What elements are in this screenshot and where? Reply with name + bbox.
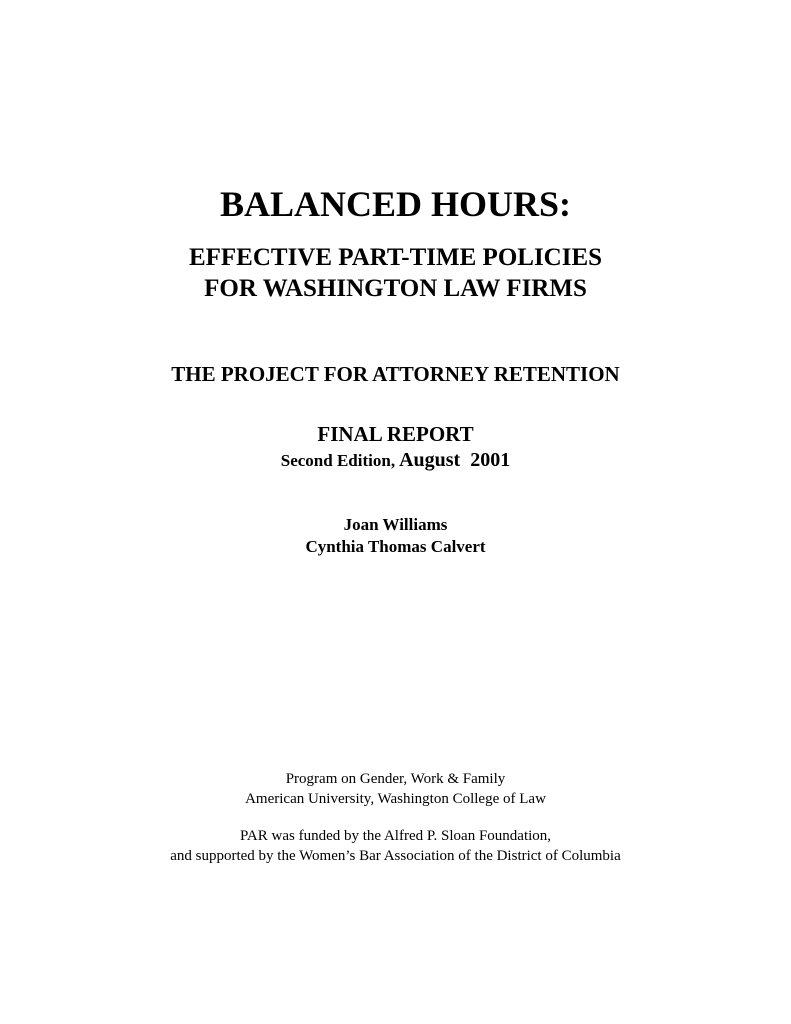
- edition-label: Second Edition,: [280, 451, 396, 470]
- subtitle-line-2: FOR WASHINGTON LAW FIRMS: [204, 275, 587, 302]
- author-2: Cynthia Thomas Calvert: [305, 537, 486, 556]
- funding-line-2: and supported by the Women’s Bar Association of the District of Columbia: [170, 848, 621, 864]
- project-name: THE PROJECT FOR ATTORNEY RETENTION: [171, 362, 620, 386]
- edition-line: [0, 450, 791, 470]
- report-title: BALANCED HOURS:: [219, 184, 572, 224]
- program-line-2: American University, Washington College of Law: [245, 791, 546, 807]
- edition-date: August 2001: [399, 449, 511, 471]
- funding-line-1: PAR was funded by the Alfred P. Sloan Foundation,: [239, 828, 552, 844]
- report-type: FINAL REPORT: [317, 422, 474, 446]
- program-line-1: Program on Gender, Work & Family: [285, 771, 506, 787]
- author-1: Joan Williams: [343, 515, 448, 534]
- subtitle-line-1: EFFECTIVE PART-TIME POLICIES: [188, 244, 603, 271]
